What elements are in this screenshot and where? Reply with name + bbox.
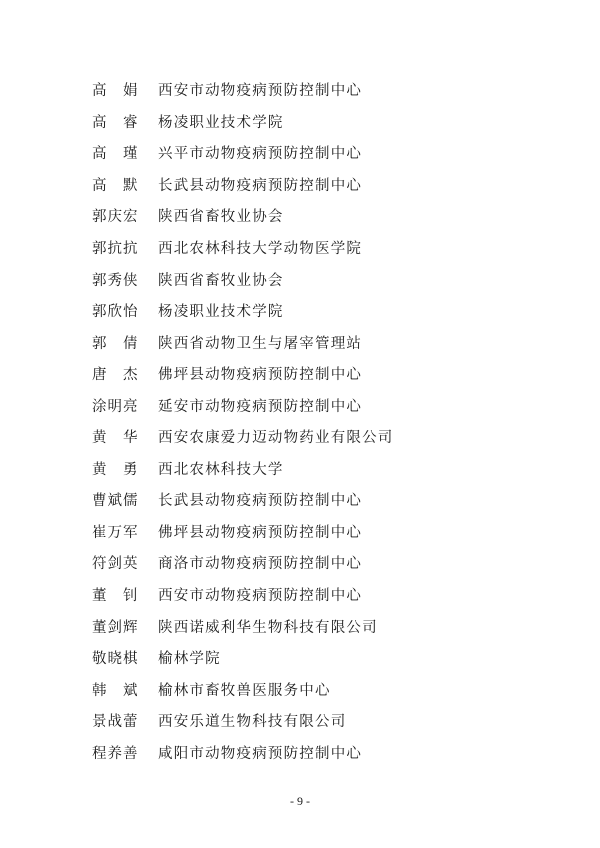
organization-name: 陕西省畜牧业协会 [158,209,284,226]
person-name: 敬晓棋 [92,651,139,668]
person-name: 高 睿 [92,114,139,131]
organization-name: 长武县动物疫病预防控制中心 [158,493,363,510]
person-name: 崔万军 [92,524,139,541]
person-name: 唐 杰 [92,367,139,384]
list-item [92,137,552,169]
person-name: 黄 勇 [92,461,139,478]
list-item [92,642,552,674]
list-item [92,547,552,579]
organization-name: 榆林市畜牧兽医服务中心 [158,682,331,699]
person-name: 郭 倩 [92,335,139,352]
person-name: 高 娟 [92,83,139,100]
person-name: 景战蕾 [92,714,139,731]
list-item [92,295,552,327]
list-item [92,389,552,421]
organization-name: 陕西省畜牧业协会 [158,272,284,289]
person-name: 曹斌儒 [92,493,139,510]
organization-name: 长武县动物疫病预防控制中心 [158,177,363,194]
organization-name: 西安农康爱力迈动物药业有限公司 [158,430,394,447]
organization-name: 兴平市动物疫病预防控制中心 [158,146,363,163]
organization-name: 陕西诺威利华生物科技有限公司 [158,619,378,636]
organization-name: 商洛市动物疫病预防控制中心 [158,556,363,573]
organization-name: 西北农林科技大学 [158,461,284,478]
organization-name: 佛坪县动物疫病预防控制中心 [158,524,363,541]
list-item [92,610,552,642]
organization-name: 杨凌职业技术学院 [158,304,284,321]
list-item [92,74,552,106]
person-name: 程养善 [92,745,139,762]
person-name: 郭抗抗 [92,241,139,257]
organization-name: 咸阳市动物疫病预防控制中心 [158,745,363,762]
person-name: 黄 华 [92,430,139,447]
list-item [92,106,552,138]
person-name: 涂明亮 [92,398,139,415]
organization-name: 西安乐道生物科技有限公司 [158,714,347,731]
organization-name: 延安市动物疫病预防控制中心 [158,398,363,415]
list-item [92,453,552,485]
name-list [92,74,552,768]
list-item [92,579,552,611]
organization-name: 西安市动物疫病预防控制中心 [158,588,363,605]
person-name: 高 默 [92,177,139,194]
list-item [92,232,552,264]
person-name: 韩 斌 [92,682,139,699]
person-name: 郭庆宏 [92,209,139,226]
organization-name: 陕西省动物卫生与屠宰管理站 [158,335,363,352]
person-name: 符剑英 [92,556,139,573]
organization-name: 佛坪县动物疫病预防控制中心 [158,367,363,384]
list-item [92,705,552,737]
person-name: 郭秀侠 [92,272,139,289]
list-item [92,484,552,516]
person-name: 董剑辉 [92,619,139,636]
organization-name: 杨凌职业技术学院 [158,114,284,131]
person-name: 董 钊 [92,588,139,605]
organization-name: 西安市动物疫病预防控制中心 [158,83,363,100]
list-item [92,516,552,548]
list-item [92,736,552,768]
list-item [92,326,552,358]
person-name: 高 瑾 [92,146,139,163]
list-item [92,200,552,232]
organization-name: 西北农林科技大学动物医学院 [158,241,363,257]
organization-name: 榆林学院 [158,651,221,668]
person-name: 郭欣怡 [92,304,139,321]
list-item [92,358,552,390]
list-item [92,673,552,705]
list-item [92,263,552,295]
list-item [92,169,552,201]
list-item [92,421,552,453]
page-number: - 9 - [290,794,310,808]
